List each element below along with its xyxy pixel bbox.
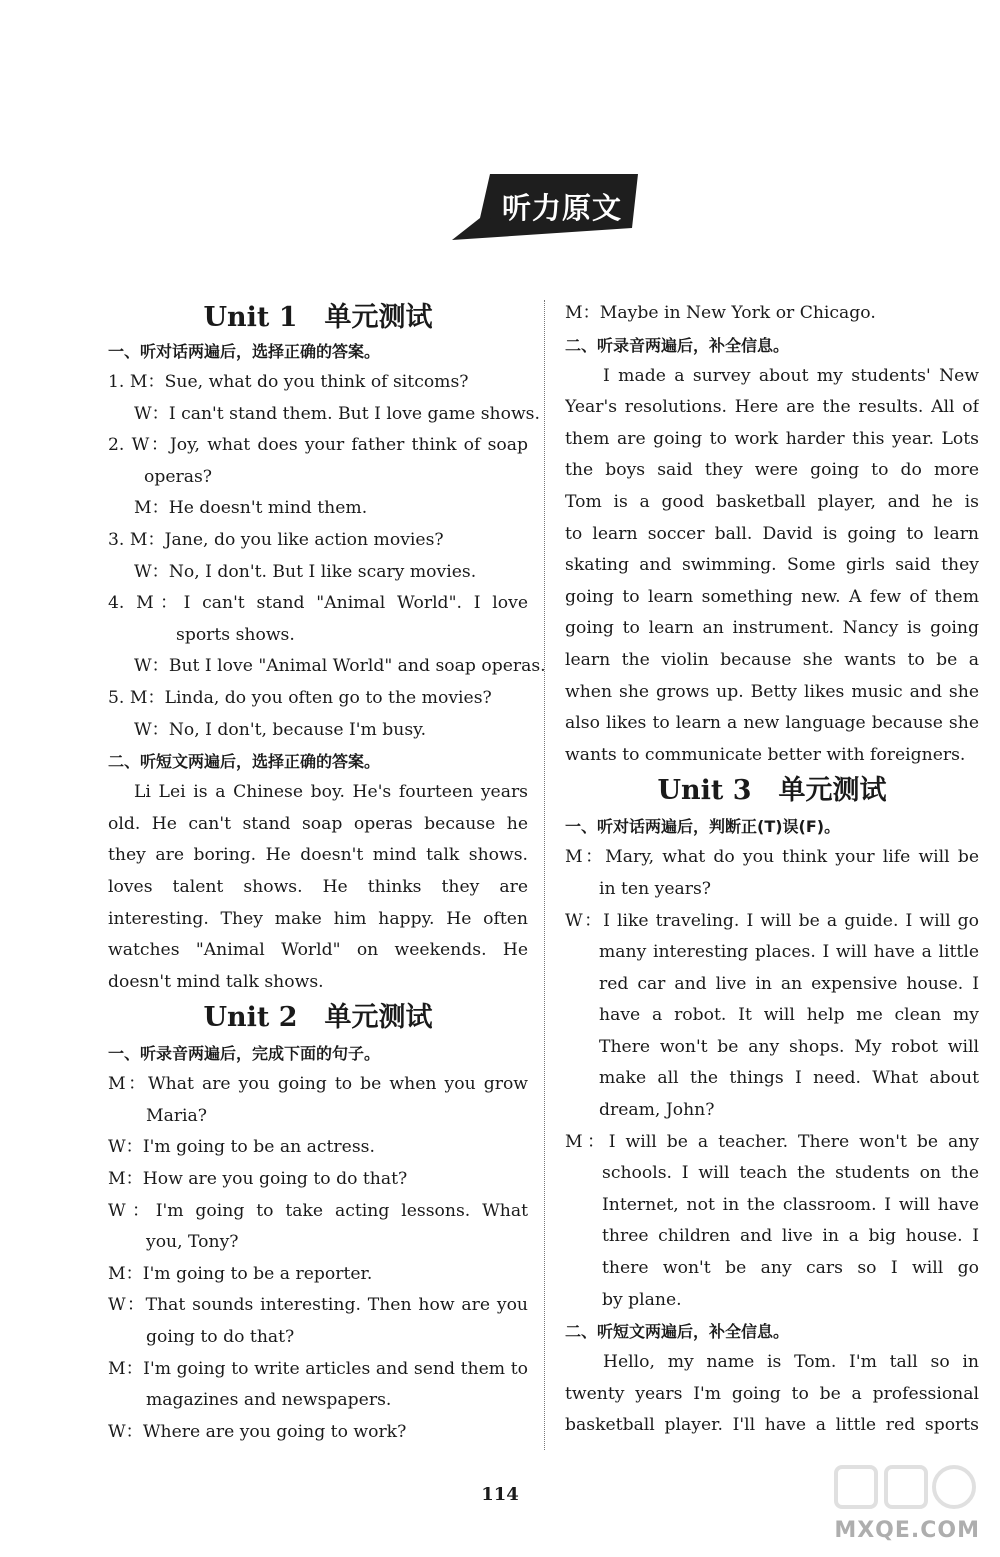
- dialog-line: many interesting places. I will have a little: [599, 942, 979, 963]
- passage-line: Li Lei is a Chinese boy. He's fourteen years: [134, 782, 528, 803]
- dialog-line: have a robot. It will help me clean my: [599, 1005, 979, 1026]
- dialog-line: magazines and newspapers.: [146, 1390, 392, 1411]
- left-column: [108, 298, 546, 1448]
- dialog-line: dream, John?: [599, 1100, 715, 1121]
- dialog-line: W：No, I don't, because I'm busy.: [134, 719, 427, 740]
- passage-line: Tom is a good basketball player, and he is: [565, 491, 979, 512]
- passage-line: them are going to work harder this year. Lots: [565, 428, 979, 449]
- passage-line: the boys said they were going to do more: [565, 460, 979, 481]
- passage-line: Hello, my name is Tom. I'm tall so in: [603, 1352, 979, 1373]
- dialog-line: in ten years?: [599, 878, 712, 899]
- dialog-line: M：Maybe in New York or Chicago.: [565, 303, 876, 323]
- dialog-line: sports shows.: [176, 624, 295, 645]
- dialog-line: operas?: [144, 466, 213, 487]
- unit1-section1-heading: 一、听对话两遍后，选择正确的答案。: [108, 342, 381, 361]
- passage-line: basketball player. I'll have a little red sports: [565, 1415, 979, 1436]
- passage-line: also likes to learn a new language because she: [565, 713, 979, 734]
- banner-title: 听力原文: [501, 191, 622, 225]
- dialog-line: W：I'm going to be an actress.: [108, 1137, 375, 1158]
- passage-line: going to learn something new. A few of them: [565, 586, 979, 607]
- dialog-line: W：I'm going to take acting lessons. What: [108, 1200, 528, 1221]
- section-banner: [452, 174, 638, 240]
- dialog-line: Maria?: [146, 1105, 208, 1126]
- dialog-line: W：Where are you going to work?: [108, 1421, 407, 1442]
- dialog-line: M：He doesn't mind them.: [134, 498, 368, 519]
- dialog-line: 3. M：Jane, do you like action movies?: [108, 529, 444, 550]
- passage-line: learn the violin because she wants to be a: [565, 649, 979, 670]
- passage-line: skating and swimming. Some girls said they: [565, 555, 979, 576]
- page-number: 114: [481, 1484, 519, 1505]
- passage-line: doesn't mind talk shows.: [108, 971, 324, 992]
- unit2-heading: Unit 2 单元测试: [203, 1002, 433, 1034]
- dialog-line: 1. M：Sue, what do you think of sitcoms?: [108, 372, 469, 392]
- unit1-section2-heading: 二、听短文两遍后，选择正确的答案。: [108, 752, 381, 772]
- dialog-line: there won't be any cars so I will go: [602, 1258, 979, 1279]
- right-column: [565, 298, 979, 1442]
- dialog-line: W：I can't stand them. But I love game shows.: [134, 403, 540, 424]
- column-divider: [544, 300, 545, 1450]
- passage-line: I made a survey about my students' New: [603, 365, 979, 386]
- unit2-section2-heading: 二、听录音两遍后，补全信息。: [565, 335, 790, 355]
- unit3-heading: Unit 3 单元测试: [657, 775, 887, 807]
- dialog-line: going to do that?: [146, 1327, 295, 1348]
- unit1-heading: Unit 1 单元测试: [203, 302, 433, 333]
- dialog-line: There won't be any shops. My robot will: [599, 1036, 979, 1057]
- unit3-section2-heading: 二、听短文两遍后，补全信息。: [565, 1322, 790, 1342]
- dialog-line: make all the things I need. What about: [599, 1068, 979, 1089]
- passage-line: to learn soccer ball. David is going to learn: [565, 523, 979, 544]
- passage-line: wants to communicate better with foreigners.: [565, 744, 966, 765]
- dialog-line: W：But I love "Animal World" and soap operas.: [134, 656, 546, 677]
- passage-line: when she grows up. Betty likes music and she: [565, 681, 979, 702]
- passage-line: loves talent shows. He thinks they are: [108, 876, 528, 897]
- passage-line: watches "Animal World" on weekends. He: [108, 940, 528, 961]
- passage-line: interesting. They make him happy. He often: [108, 908, 528, 929]
- dialog-line: schools. I will teach the students on the: [602, 1163, 979, 1184]
- dialog-line: 2. W：Joy, what does your father think of soap: [108, 435, 528, 456]
- dialog-line: 5. M：Linda, do you often go to the movies?: [108, 687, 492, 708]
- dialog-line: M：Mary, what do you think your life will be: [565, 847, 979, 868]
- dialog-line: by plane.: [602, 1289, 682, 1310]
- passage-line: old. He can't stand soap operas because he: [108, 813, 528, 834]
- passage-line: Year's resolutions. Here are the results. All of: [565, 397, 979, 418]
- dialog-line: W：No, I don't. But I like scary movies.: [134, 561, 477, 582]
- dialog-line: you, Tony?: [146, 1232, 239, 1253]
- dialog-line: three children and live in a big house. I: [602, 1226, 979, 1247]
- dialog-line: M：I'm going to write articles and send them to: [108, 1358, 528, 1379]
- unit3-section1-heading: 一、听对话两遍后，判断正(T)误(F)。: [565, 817, 841, 837]
- dialog-line: M：What are you going to be when you grow: [108, 1074, 528, 1095]
- dialog-line: 4. M：I can't stand "Animal World". I love: [108, 593, 528, 614]
- dialog-line: W：That sounds interesting. Then how are you: [108, 1295, 528, 1316]
- passage-line: they are boring. He doesn't mind talk shows.: [108, 845, 528, 866]
- unit2-section1-heading: 一、听录音两遍后，完成下面的句子。: [108, 1044, 381, 1064]
- dialog-line: M：How are you going to do that?: [108, 1169, 408, 1190]
- dialog-line: M：I will be a teacher. There won't be any: [565, 1131, 979, 1152]
- dialog-line: Internet, not in the classroom. I will have: [602, 1194, 979, 1215]
- passage-line: twenty years I'm going to be a professional: [565, 1383, 979, 1404]
- watermark-text: MXQE.COM: [834, 1518, 980, 1543]
- dialog-line: M：I'm going to be a reporter.: [108, 1263, 373, 1284]
- dialog-line: W：I like traveling. I will be a guide. I will go: [565, 910, 979, 931]
- passage-line: going to learn an instrument. Nancy is going: [565, 618, 979, 639]
- dialog-line: red car and live in an expensive house. I: [599, 973, 979, 994]
